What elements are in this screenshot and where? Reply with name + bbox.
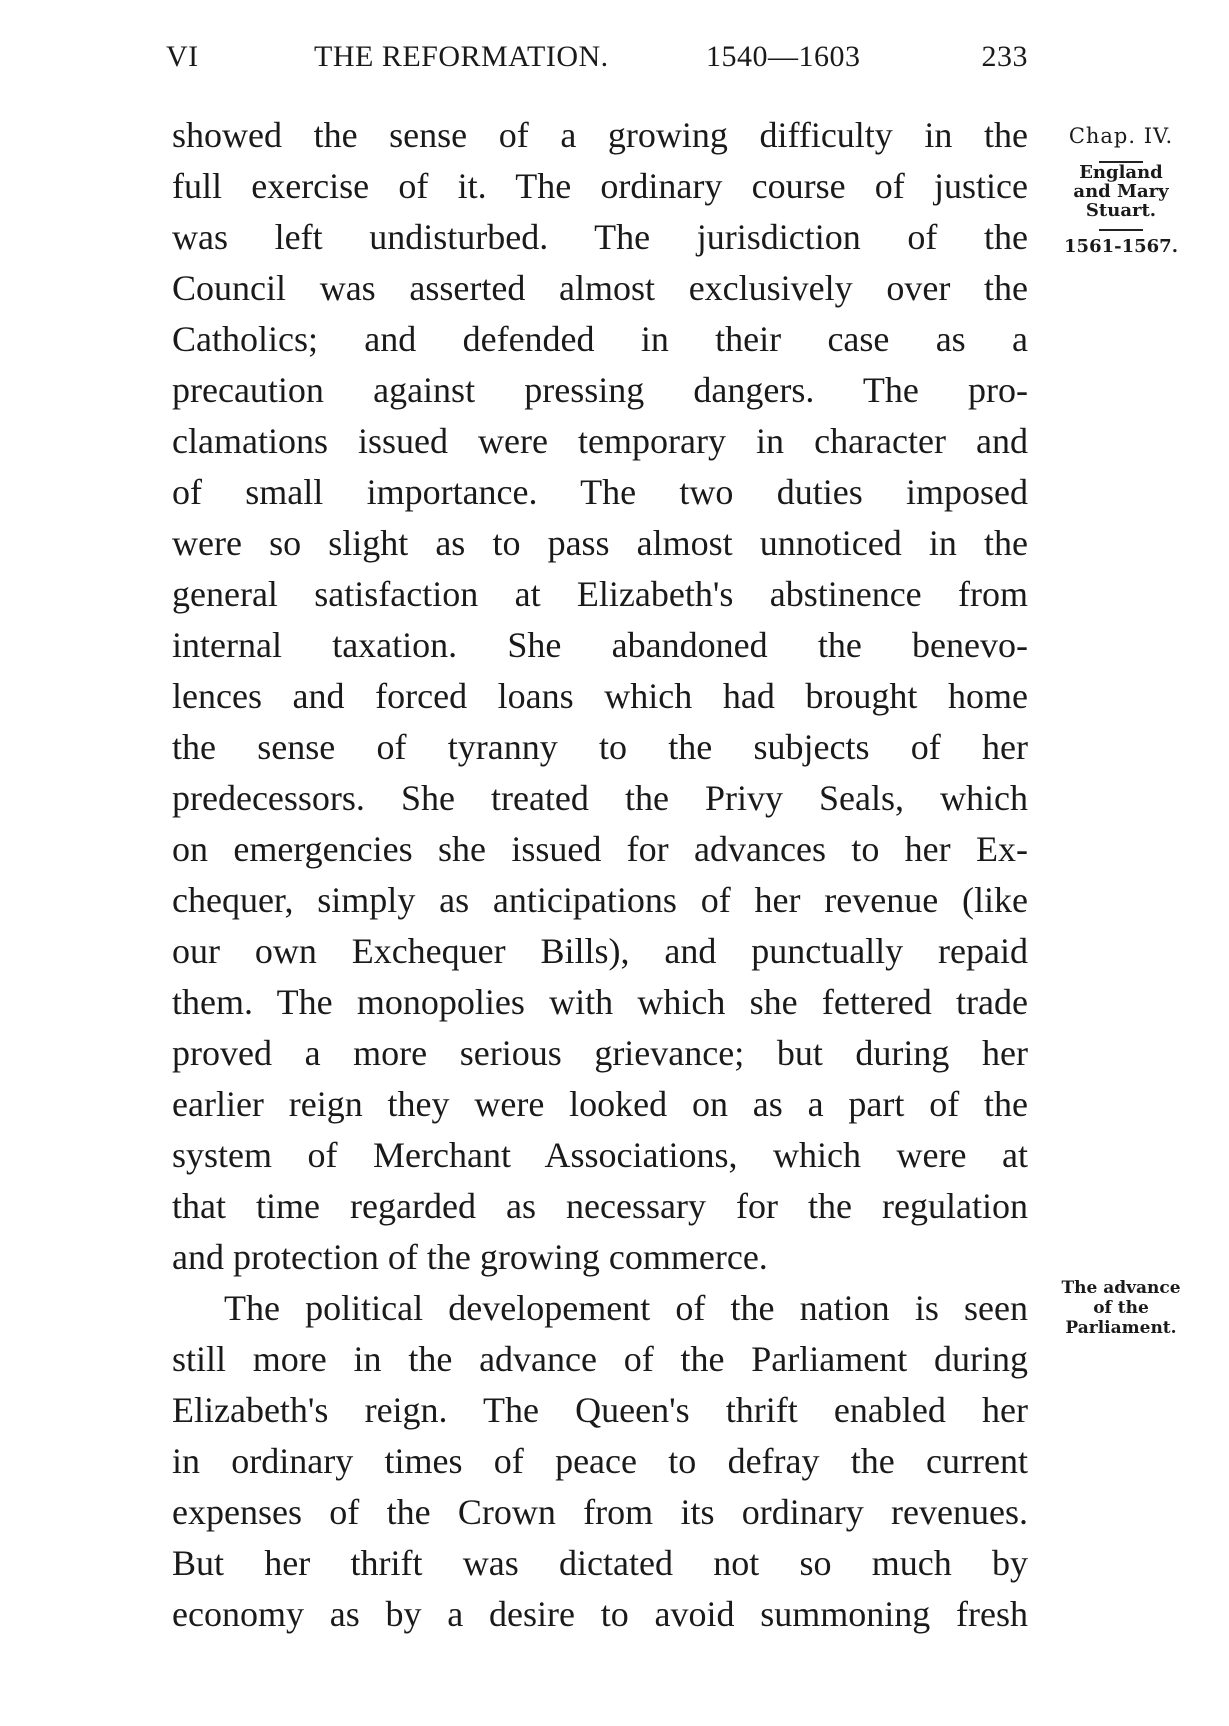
text-line: of small importance. The two duties imposed — [172, 472, 1028, 512]
text-line: expenses of the Crown from its ordinary revenues. — [172, 1492, 1028, 1532]
text-line: proved a more serious grievance; but during her — [172, 1033, 1028, 1073]
text-line: in ordinary times of peace to defray the current — [172, 1441, 1028, 1481]
text-line: Catholics; and defended in their case as a — [172, 319, 1028, 359]
text-line: Council was asserted almost exclusively over the — [172, 268, 1028, 308]
text-line: chequer, simply as anticipations of her revenue (like — [172, 880, 1028, 920]
text-line: that time regarded as necessary for the regulation — [172, 1186, 1028, 1226]
sidenote-section-line: of the — [1093, 1298, 1149, 1318]
text-line: earlier reign they were looked on as a part of the — [172, 1084, 1028, 1124]
text-line: full exercise of it. The ordinary course of justice — [172, 166, 1028, 206]
text-line: showed the sense of a growing difficulty in the — [172, 115, 1028, 155]
text-line: Elizabeth's reign. The Queen's thrift enabled her — [172, 1390, 1028, 1430]
text-line: still more in the advance of the Parliament during — [172, 1339, 1028, 1379]
paragraph-2 — [172, 1283, 1028, 1640]
text-line: was left undisturbed. The jurisdiction of the — [172, 217, 1028, 257]
text-line: on emergencies she issued for advances to her Ex- — [172, 829, 1028, 869]
running-head-dates: 1540—1603 — [706, 40, 861, 73]
body-text — [172, 110, 1028, 1640]
text-line: the sense of tyranny to the subjects of her — [172, 727, 1028, 767]
paragraph-1 — [172, 110, 1028, 1283]
running-head — [166, 34, 1028, 84]
sidenote-topic-line: Stuart. — [1085, 200, 1157, 221]
text-line: predecessors. She treated the Privy Seals, which — [172, 778, 1028, 818]
sidenote-section-line: Parliament. — [1065, 1318, 1177, 1338]
sidenote-topic-line: England — [1079, 162, 1163, 183]
sidenote-topic — [1036, 163, 1206, 220]
text-line: them. The monopolies with which she fettered trade — [172, 982, 1028, 1022]
text-line: general satisfaction at Elizabeth's abstinence from — [172, 574, 1028, 614]
sidenote-section-line: The advance — [1061, 1278, 1181, 1298]
sidenote-chapter: Chap. IV. — [1068, 124, 1174, 148]
text-line: lences and forced loans which had brought home — [172, 676, 1028, 716]
text-line: The political developement of the nation is seen — [224, 1288, 1028, 1328]
text-line: precaution against pressing dangers. The pro- — [172, 370, 1028, 410]
running-head-chapter: VI — [166, 40, 199, 73]
text-line: But her thrift was dictated not so much by — [172, 1543, 1028, 1583]
text-line: were so slight as to pass almost unnoticed in the — [172, 523, 1028, 563]
text-line: and protection of the growing commerce. — [172, 1237, 768, 1277]
text-line: clamations issued were temporary in character and — [172, 421, 1028, 461]
text-line: our own Exchequer Bills), and punctually repaid — [172, 931, 1028, 971]
page-number: 233 — [981, 40, 1028, 73]
running-head-title: THE REFORMATION. — [314, 40, 609, 73]
sidenote-section — [1036, 1278, 1206, 1338]
sidenote-years: 1561-1567. — [1064, 236, 1178, 257]
sidenote-rule — [1099, 229, 1143, 231]
sidenote-topic-line: and Mary — [1073, 181, 1169, 202]
text-line: system of Merchant Associations, which were at — [172, 1135, 1028, 1175]
text-line: internal taxation. She abandoned the benevo- — [172, 625, 1028, 665]
text-line: economy as by a desire to avoid summoning fresh — [172, 1594, 1028, 1634]
